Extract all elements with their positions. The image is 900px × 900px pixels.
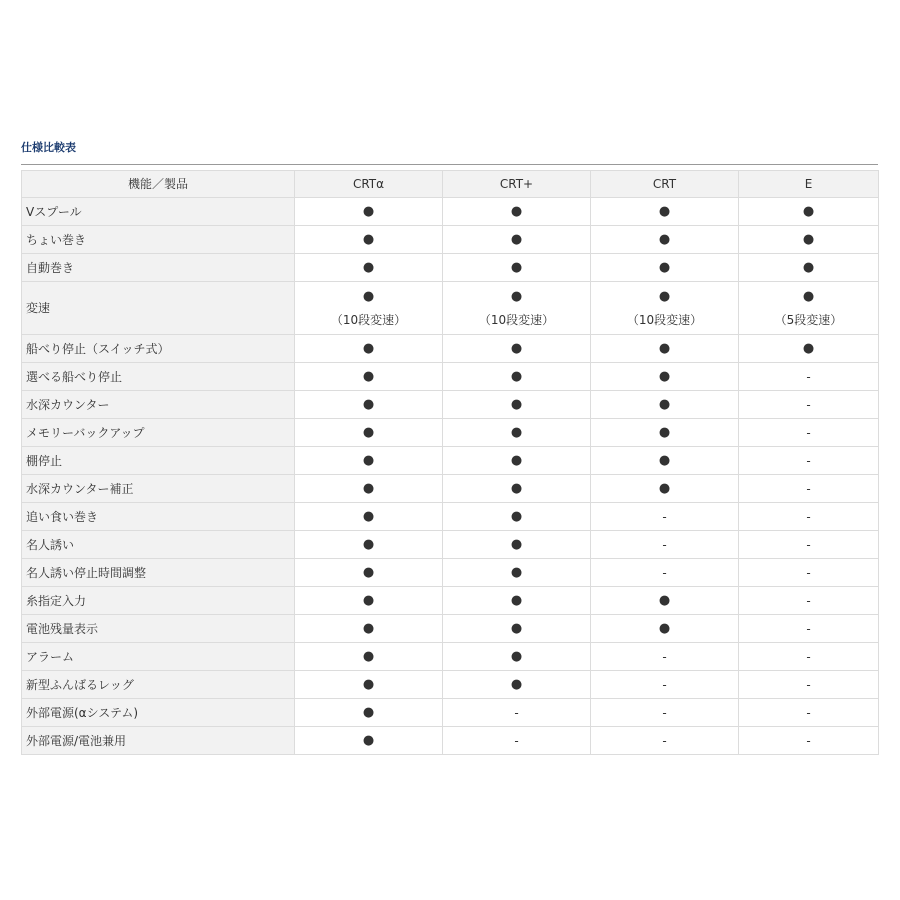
feature-cell: 外部電源/電池兼用 [22,727,295,755]
value-cell [443,503,591,531]
unsupported-mark: - [662,565,667,580]
supported-mark: ● [510,259,523,275]
speed-note: （10段変速） [330,312,407,327]
supported-mark: ● [362,564,375,580]
value-cell [591,671,739,699]
supported-mark: ● [510,424,523,440]
supported-mark: ● [362,508,375,524]
feature-cell: 選べる船べり停止 [22,363,295,391]
supported-mark: ● [362,592,375,608]
table-row [22,226,879,254]
unsupported-mark: - [806,481,811,496]
supported-mark: ● [510,592,523,608]
value-cell [443,447,591,475]
table-row [22,419,879,447]
value-cell [591,643,739,671]
value-cell [591,727,739,755]
feature-cell: メモリーバックアップ [22,419,295,447]
table-row [22,254,879,282]
supported-mark: ● [362,480,375,496]
supported-mark: ● [362,340,375,356]
feature-cell: ちょい巻き [22,226,295,254]
table-row [22,503,879,531]
value-cell [591,559,739,587]
value-cell [739,226,879,254]
value-cell [739,447,879,475]
feature-cell: 船べり停止（スイッチ式） [22,335,295,363]
value-cell [443,226,591,254]
table-row [22,531,879,559]
table-row [22,587,879,615]
supported-mark: ● [362,231,375,247]
value-cell [443,587,591,615]
supported-mark: ● [362,620,375,636]
feature-cell: 水深カウンター補正 [22,475,295,503]
supported-mark: ● [510,288,523,304]
value-cell [443,391,591,419]
value-cell [591,615,739,643]
value-cell [443,363,591,391]
value-cell [739,419,879,447]
value-cell [739,282,879,335]
unsupported-mark: - [514,705,519,720]
value-cell [591,226,739,254]
value-cell [739,671,879,699]
value-cell [295,615,443,643]
supported-mark: ● [510,368,523,384]
value-cell [739,363,879,391]
feature-cell: 糸指定入力 [22,587,295,615]
value-cell [591,282,739,335]
value-cell [295,475,443,503]
value-cell [739,475,879,503]
value-cell [295,531,443,559]
value-cell [295,254,443,282]
table-header-row [22,171,879,198]
value-cell [443,335,591,363]
unsupported-mark: - [806,453,811,468]
feature-cell: 名人誘い停止時間調整 [22,559,295,587]
value-cell [295,559,443,587]
supported-mark: ● [510,231,523,247]
speed-note: （10段変速） [626,312,703,327]
supported-mark: ● [510,396,523,412]
feature-cell: 電池残量表示 [22,615,295,643]
feature-cell: 棚停止 [22,447,295,475]
supported-mark: ● [802,288,815,304]
supported-mark: ● [658,452,671,468]
table-row [22,391,879,419]
value-cell [443,419,591,447]
title-divider [21,164,878,165]
feature-cell: アラーム [22,643,295,671]
value-cell [739,727,879,755]
feature-cell: 変速 [22,282,295,335]
value-cell [739,643,879,671]
supported-mark: ● [802,340,815,356]
supported-mark: ● [362,203,375,219]
value-cell [739,198,879,226]
value-cell [739,559,879,587]
value-cell [295,727,443,755]
value-cell [739,615,879,643]
value-cell [443,643,591,671]
value-cell [295,503,443,531]
value-cell [295,198,443,226]
unsupported-mark: - [662,509,667,524]
table-row [22,335,879,363]
supported-mark: ● [362,536,375,552]
value-cell [591,419,739,447]
supported-mark: ● [362,704,375,720]
value-cell [443,671,591,699]
unsupported-mark: - [806,509,811,524]
supported-mark: ● [510,648,523,664]
value-cell [739,254,879,282]
value-cell [295,447,443,475]
unsupported-mark: - [806,425,811,440]
value-cell [295,671,443,699]
value-cell [295,587,443,615]
speed-note: （10段変速） [478,312,555,327]
table-row [22,447,879,475]
feature-cell: 自動巻き [22,254,295,282]
value-cell [739,335,879,363]
table-row [22,559,879,587]
unsupported-mark: - [806,733,811,748]
value-cell [591,447,739,475]
supported-mark: ● [658,480,671,496]
supported-mark: ● [362,288,375,304]
supported-mark: ● [658,340,671,356]
value-cell [443,699,591,727]
unsupported-mark: - [662,677,667,692]
supported-mark: ● [658,259,671,275]
supported-mark: ● [658,288,671,304]
unsupported-mark: - [662,705,667,720]
supported-mark: ● [510,536,523,552]
unsupported-mark: - [806,537,811,552]
value-cell [591,391,739,419]
supported-mark: ● [658,620,671,636]
value-cell [591,254,739,282]
value-cell [443,282,591,335]
supported-mark: ● [362,676,375,692]
supported-mark: ● [510,676,523,692]
value-cell [591,699,739,727]
value-cell [591,531,739,559]
supported-mark: ● [658,396,671,412]
value-cell [591,198,739,226]
supported-mark: ● [510,480,523,496]
value-cell [443,254,591,282]
value-cell [739,391,879,419]
supported-mark: ● [510,452,523,468]
header-feature: 機能／製品 [22,171,295,198]
table-row [22,699,879,727]
feature-cell: 名人誘い [22,531,295,559]
value-cell [443,559,591,587]
supported-mark: ● [658,424,671,440]
value-cell [443,475,591,503]
feature-cell: 外部電源(αシステム) [22,699,295,727]
value-cell [443,198,591,226]
value-cell [739,503,879,531]
unsupported-mark: - [806,705,811,720]
table-row [22,643,879,671]
unsupported-mark: - [806,397,811,412]
value-cell [295,643,443,671]
value-cell [739,699,879,727]
supported-mark: ● [510,340,523,356]
supported-mark: ● [510,203,523,219]
supported-mark: ● [362,259,375,275]
value-cell [591,475,739,503]
supported-mark: ● [510,564,523,580]
unsupported-mark: - [806,677,811,692]
supported-mark: ● [362,396,375,412]
value-cell [295,699,443,727]
supported-mark: ● [362,424,375,440]
table-row [22,363,879,391]
unsupported-mark: - [662,537,667,552]
value-cell [295,226,443,254]
supported-mark: ● [802,259,815,275]
supported-mark: ● [510,620,523,636]
unsupported-mark: - [806,565,811,580]
supported-mark: ● [362,368,375,384]
unsupported-mark: - [806,369,811,384]
supported-mark: ● [362,732,375,748]
section-title: 仕様比較表 [21,141,76,154]
spec-comparison-table [21,170,879,755]
unsupported-mark: - [662,649,667,664]
table-row [22,615,879,643]
unsupported-mark: - [806,621,811,636]
unsupported-mark: - [662,733,667,748]
feature-cell: 水深カウンター [22,391,295,419]
value-cell [443,531,591,559]
value-cell [591,503,739,531]
supported-mark: ● [362,648,375,664]
table-row [22,198,879,226]
value-cell [591,363,739,391]
header-crt-alpha: CRTα [295,171,443,198]
supported-mark: ● [658,592,671,608]
speed-note: （5段変速） [774,312,843,327]
value-cell [295,419,443,447]
feature-cell: 新型ふんばるレッグ [22,671,295,699]
supported-mark: ● [802,203,815,219]
value-cell [443,727,591,755]
supported-mark: ● [658,203,671,219]
table-row [22,282,879,335]
unsupported-mark: - [514,733,519,748]
header-crt-plus: CRT+ [443,171,591,198]
table-row [22,475,879,503]
supported-mark: ● [658,368,671,384]
table-row [22,727,879,755]
value-cell [739,587,879,615]
value-cell [591,587,739,615]
header-crt: CRT [591,171,739,198]
value-cell [443,615,591,643]
supported-mark: ● [362,452,375,468]
supported-mark: ● [510,508,523,524]
table-row [22,671,879,699]
value-cell [295,335,443,363]
supported-mark: ● [802,231,815,247]
value-cell [295,282,443,335]
header-e: E [739,171,879,198]
value-cell [739,531,879,559]
value-cell [295,391,443,419]
feature-cell: 追い食い巻き [22,503,295,531]
supported-mark: ● [658,231,671,247]
unsupported-mark: - [806,649,811,664]
feature-cell: Vスプール [22,198,295,226]
value-cell [591,335,739,363]
value-cell [295,363,443,391]
unsupported-mark: - [806,593,811,608]
